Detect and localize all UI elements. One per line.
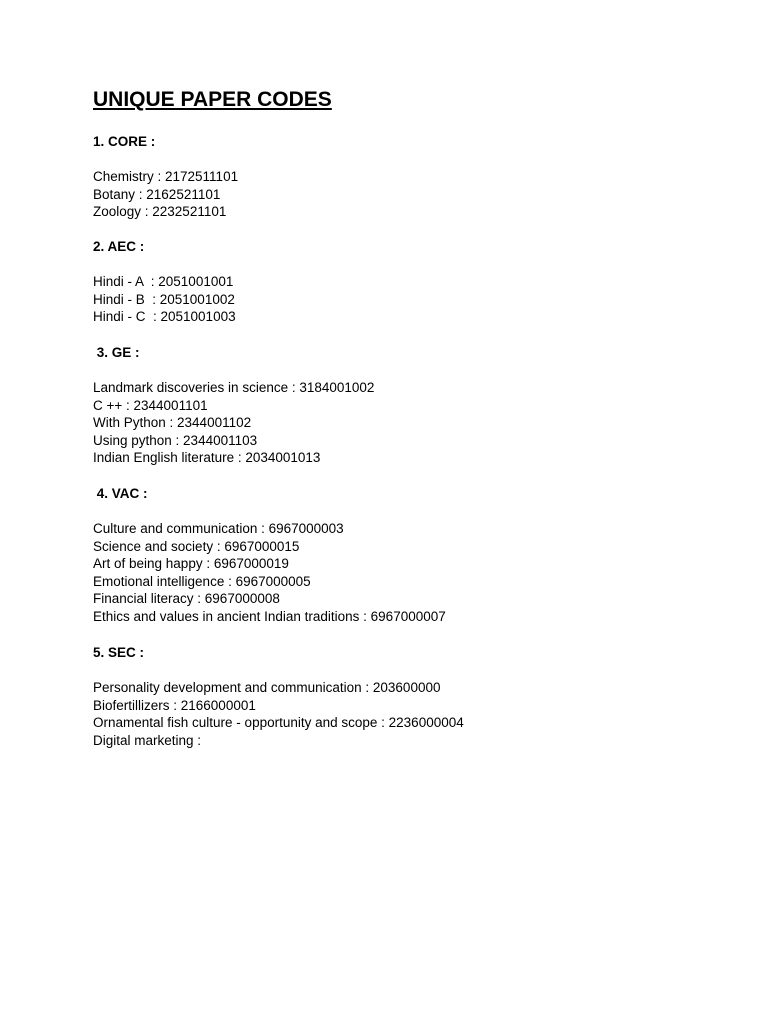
paper-code-line: Hindi - B : 2051001002 [93,291,235,307]
document-title: UNIQUE PAPER CODES [93,88,332,111]
section-list-core [93,168,238,221]
paper-code-line: Personality development and communication : 203600000 [93,680,441,695]
paper-code-line: Financial literacy : 6967000008 [93,591,280,607]
paper-code-line: Digital marketing : [93,732,202,748]
section-list-aec [93,273,236,326]
paper-code-line: Ethics and values in ancient Indian traditions : 6967000007 [93,608,446,624]
paper-code-line: Indian English literature : 2034001013 [93,450,321,466]
section-heading-vac: 4. VAC : [93,486,148,501]
paper-code-line: Using python : 2344001103 [93,432,258,448]
paper-code-line: Zoology : 2232521101 [93,204,227,220]
paper-code-line: Ornamental fish culture - opportunity and scope : 2236000004 [93,715,464,731]
section-heading-core: 1. CORE : [93,134,156,149]
paper-code-line: Culture and communication : 6967000003 [93,521,344,536]
section-heading-sec: 5. SEC : [93,645,145,660]
paper-code-line: Botany : 2162521101 [93,186,221,202]
paper-code-line: Art of being happy : 6967000019 [93,556,289,572]
paper-code-line: Science and society : 6967000015 [93,538,300,554]
section-list-sec [93,679,464,749]
section-heading-aec: 2. AEC : [93,239,145,254]
paper-code-line: With Python : 2344001102 [93,415,252,431]
paper-code-line: Landmark discoveries in science : 3184001002 [93,380,375,395]
paper-code-line: Hindi - A : 2051001001 [93,274,234,289]
paper-code-line: Emotional intelligence : 6967000005 [93,573,311,589]
section-heading-ge: 3. GE : [93,345,140,360]
paper-code-line: Chemistry : 2172511101 [93,169,239,184]
section-list-vac [93,520,446,626]
paper-code-line: Hindi - C : 2051001003 [93,309,236,325]
paper-code-line: C ++ : 2344001101 [93,397,208,413]
section-list-ge [93,379,374,467]
paper-code-line: Biofertillizers : 2166000001 [93,697,256,713]
